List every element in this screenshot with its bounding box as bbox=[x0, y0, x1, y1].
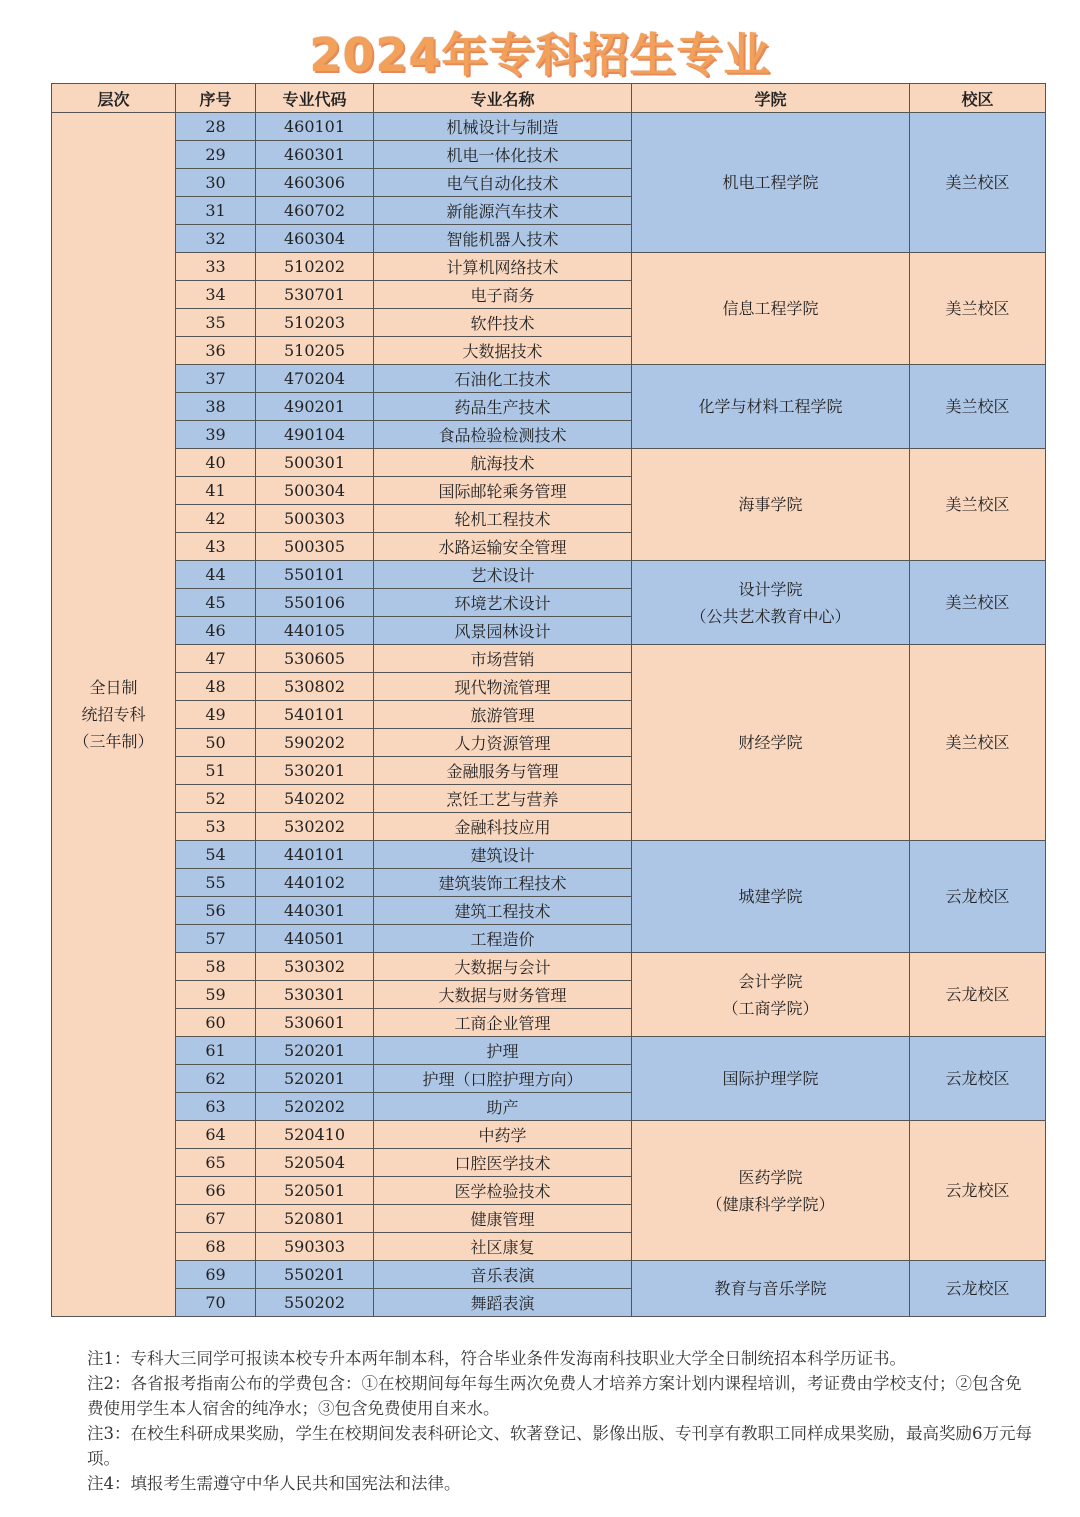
major-code-cell: 550106 bbox=[256, 589, 374, 617]
college-cell bbox=[632, 253, 910, 365]
college-name-line: 医药学院 bbox=[738, 1167, 803, 1187]
major-name-cell: 智能机器人技术 bbox=[374, 225, 632, 253]
major-name-cell: 艺术设计 bbox=[374, 561, 632, 589]
major-name-cell: 轮机工程技术 bbox=[374, 505, 632, 533]
major-name-cell: 机电一体化技术 bbox=[374, 141, 632, 169]
table-row bbox=[52, 645, 1046, 673]
majors-table bbox=[51, 83, 1046, 1317]
row-number-cell: 34 bbox=[176, 281, 256, 309]
campus-cell: 美兰校区 bbox=[910, 449, 1046, 561]
major-code-cell: 500303 bbox=[256, 505, 374, 533]
major-name-cell: 旅游管理 bbox=[374, 701, 632, 729]
major-code-cell: 460101 bbox=[256, 113, 374, 141]
major-code-cell: 530302 bbox=[256, 953, 374, 981]
table-row bbox=[52, 113, 1046, 141]
row-number-cell: 32 bbox=[176, 225, 256, 253]
table-body bbox=[52, 113, 1046, 1317]
major-name-cell: 计算机网络技术 bbox=[374, 253, 632, 281]
major-name-cell: 健康管理 bbox=[374, 1205, 632, 1233]
major-name-cell: 水路运输安全管理 bbox=[374, 533, 632, 561]
campus-cell: 美兰校区 bbox=[910, 561, 1046, 645]
college-cell bbox=[632, 1261, 910, 1317]
header-major: 专业名称 bbox=[374, 84, 632, 113]
college-name-line: 财经学院 bbox=[738, 733, 803, 752]
major-code-cell: 440102 bbox=[256, 869, 374, 897]
row-number-cell: 35 bbox=[176, 309, 256, 337]
page-title: 2024年专科招生专业 bbox=[309, 28, 771, 82]
major-code-cell: 520201 bbox=[256, 1037, 374, 1065]
major-code-cell: 460702 bbox=[256, 197, 374, 225]
college-cell bbox=[632, 645, 910, 841]
row-number-cell: 65 bbox=[176, 1149, 256, 1177]
table-row bbox=[52, 1037, 1046, 1065]
major-name-cell: 人力资源管理 bbox=[374, 729, 632, 757]
major-code-cell: 590202 bbox=[256, 729, 374, 757]
major-name-cell: 音乐表演 bbox=[374, 1261, 632, 1289]
major-code-cell: 440105 bbox=[256, 617, 374, 645]
note-2: 注2：各省报考指南公布的学费包含：①在校期间每年每生两次免费人才培养方案计划内课程培训，考证费由学校支付；②包含免费使用学生本人宿舍的纯净水；③包含免费使用自来水。 bbox=[87, 1374, 1022, 1418]
campus-cell: 云龙校区 bbox=[910, 953, 1046, 1037]
row-number-cell: 29 bbox=[176, 141, 256, 169]
major-code-cell: 540202 bbox=[256, 785, 374, 813]
major-code-cell: 460304 bbox=[256, 225, 374, 253]
major-name-cell: 药品生产技术 bbox=[374, 393, 632, 421]
college-name-line: 设计学院 bbox=[738, 579, 803, 599]
row-number-cell: 54 bbox=[176, 841, 256, 869]
row-number-cell: 56 bbox=[176, 897, 256, 925]
major-name-cell: 金融服务与管理 bbox=[374, 757, 632, 785]
major-name-cell: 助产 bbox=[374, 1093, 632, 1121]
row-number-cell: 59 bbox=[176, 981, 256, 1009]
major-name-cell: 护理 bbox=[374, 1037, 632, 1065]
level-cell bbox=[52, 113, 176, 1317]
table-row bbox=[52, 1261, 1046, 1289]
row-number-cell: 28 bbox=[176, 113, 256, 141]
row-number-cell: 67 bbox=[176, 1205, 256, 1233]
major-name-cell: 大数据与财务管理 bbox=[374, 981, 632, 1009]
row-number-cell: 52 bbox=[176, 785, 256, 813]
major-code-cell: 550202 bbox=[256, 1289, 374, 1317]
header-campus: 校区 bbox=[910, 84, 1046, 113]
header-college: 学院 bbox=[632, 84, 910, 113]
major-code-cell: 510203 bbox=[256, 309, 374, 337]
notes-section bbox=[87, 1346, 1037, 1496]
row-number-cell: 60 bbox=[176, 1009, 256, 1037]
college-cell bbox=[632, 449, 910, 561]
college-name-line: 信息工程学院 bbox=[722, 299, 819, 318]
campus-cell: 云龙校区 bbox=[910, 1121, 1046, 1261]
row-number-cell: 45 bbox=[176, 589, 256, 617]
major-code-cell: 520202 bbox=[256, 1093, 374, 1121]
row-number-cell: 70 bbox=[176, 1289, 256, 1317]
major-name-cell: 中药学 bbox=[374, 1121, 632, 1149]
row-number-cell: 68 bbox=[176, 1233, 256, 1261]
row-number-cell: 58 bbox=[176, 953, 256, 981]
major-code-cell: 440301 bbox=[256, 897, 374, 925]
row-number-cell: 36 bbox=[176, 337, 256, 365]
row-number-cell: 39 bbox=[176, 421, 256, 449]
level-line: 全日制 bbox=[89, 678, 138, 697]
table-row bbox=[52, 1121, 1046, 1149]
major-name-cell: 大数据技术 bbox=[374, 337, 632, 365]
table-row bbox=[52, 365, 1046, 393]
row-number-cell: 48 bbox=[176, 673, 256, 701]
college-name-line: （健康科学学院） bbox=[706, 1194, 835, 1214]
level-line: （三年制） bbox=[73, 732, 154, 751]
major-code-cell: 530201 bbox=[256, 757, 374, 785]
row-number-cell: 49 bbox=[176, 701, 256, 729]
major-name-cell: 软件技术 bbox=[374, 309, 632, 337]
major-name-cell: 现代物流管理 bbox=[374, 673, 632, 701]
major-code-cell: 500305 bbox=[256, 533, 374, 561]
college-name-line: 教育与音乐学院 bbox=[714, 1279, 827, 1298]
row-number-cell: 33 bbox=[176, 253, 256, 281]
major-code-cell: 460301 bbox=[256, 141, 374, 169]
campus-cell: 美兰校区 bbox=[910, 253, 1046, 365]
major-code-cell: 470204 bbox=[256, 365, 374, 393]
row-number-cell: 66 bbox=[176, 1177, 256, 1205]
college-name-line: （工商学院） bbox=[722, 998, 819, 1018]
row-number-cell: 46 bbox=[176, 617, 256, 645]
major-code-cell: 520801 bbox=[256, 1205, 374, 1233]
major-code-cell: 440101 bbox=[256, 841, 374, 869]
table-row bbox=[52, 561, 1046, 589]
major-code-cell: 440501 bbox=[256, 925, 374, 953]
major-code-cell: 520504 bbox=[256, 1149, 374, 1177]
table-row bbox=[52, 449, 1046, 477]
major-name-cell: 国际邮轮乘务管理 bbox=[374, 477, 632, 505]
row-number-cell: 51 bbox=[176, 757, 256, 785]
major-name-cell: 电气自动化技术 bbox=[374, 169, 632, 197]
major-name-cell: 口腔医学技术 bbox=[374, 1149, 632, 1177]
major-code-cell: 500304 bbox=[256, 477, 374, 505]
major-code-cell: 550201 bbox=[256, 1261, 374, 1289]
major-code-cell: 520501 bbox=[256, 1177, 374, 1205]
college-name-line: 会计学院 bbox=[738, 971, 803, 991]
major-name-cell: 护理（口腔护理方向） bbox=[374, 1065, 632, 1093]
major-name-cell: 建筑设计 bbox=[374, 841, 632, 869]
row-number-cell: 50 bbox=[176, 729, 256, 757]
note-1: 注1：专科大三同学可报读本校专升本两年制本科，符合毕业条件发海南科技职业大学全日制统招本科学历证书。 bbox=[87, 1349, 906, 1368]
major-code-cell: 530701 bbox=[256, 281, 374, 309]
campus-cell: 云龙校区 bbox=[910, 1261, 1046, 1317]
header-code: 专业代码 bbox=[256, 84, 374, 113]
college-name-line: 国际护理学院 bbox=[722, 1069, 819, 1088]
major-name-cell: 市场营销 bbox=[374, 645, 632, 673]
row-number-cell: 62 bbox=[176, 1065, 256, 1093]
row-number-cell: 63 bbox=[176, 1093, 256, 1121]
major-name-cell: 医学检验技术 bbox=[374, 1177, 632, 1205]
major-code-cell: 530802 bbox=[256, 673, 374, 701]
row-number-cell: 38 bbox=[176, 393, 256, 421]
row-number-cell: 31 bbox=[176, 197, 256, 225]
major-name-cell: 环境艺术设计 bbox=[374, 589, 632, 617]
row-number-cell: 41 bbox=[176, 477, 256, 505]
major-code-cell: 510202 bbox=[256, 253, 374, 281]
campus-cell: 美兰校区 bbox=[910, 645, 1046, 841]
major-code-cell: 490104 bbox=[256, 421, 374, 449]
college-name-line: 机电工程学院 bbox=[722, 173, 819, 192]
college-cell bbox=[632, 113, 910, 253]
major-code-cell: 550101 bbox=[256, 561, 374, 589]
college-cell bbox=[632, 365, 910, 449]
college-cell bbox=[632, 1037, 910, 1121]
level-line: 统招专科 bbox=[81, 705, 146, 724]
college-name-line: 海事学院 bbox=[738, 495, 803, 514]
note-4: 注4：填报考生需遵守中华人民共和国宪法和法律。 bbox=[87, 1474, 461, 1493]
major-name-cell: 社区康复 bbox=[374, 1233, 632, 1261]
major-name-cell: 舞蹈表演 bbox=[374, 1289, 632, 1317]
row-number-cell: 44 bbox=[176, 561, 256, 589]
table-header-row bbox=[52, 84, 1046, 113]
major-code-cell: 590303 bbox=[256, 1233, 374, 1261]
major-code-cell: 530601 bbox=[256, 1009, 374, 1037]
college-cell bbox=[632, 953, 910, 1037]
major-name-cell: 风景园林设计 bbox=[374, 617, 632, 645]
major-code-cell: 540101 bbox=[256, 701, 374, 729]
major-code-cell: 500301 bbox=[256, 449, 374, 477]
major-name-cell: 电子商务 bbox=[374, 281, 632, 309]
row-number-cell: 64 bbox=[176, 1121, 256, 1149]
college-name-line: （公共艺术教育中心） bbox=[690, 606, 851, 626]
note-3: 注3：在校生科研成果奖励，学生在校期间发表科研论文、软著登记、影像出版、专刊享有教职工同样成果奖励，最高奖励6万元每项。 bbox=[87, 1424, 1032, 1468]
major-code-cell: 520201 bbox=[256, 1065, 374, 1093]
major-name-cell: 烹饪工艺与营养 bbox=[374, 785, 632, 813]
major-name-cell: 金融科技应用 bbox=[374, 813, 632, 841]
major-name-cell: 工程造价 bbox=[374, 925, 632, 953]
major-code-cell: 530605 bbox=[256, 645, 374, 673]
college-name-line: 化学与材料工程学院 bbox=[698, 397, 843, 416]
major-name-cell: 航海技术 bbox=[374, 449, 632, 477]
campus-cell: 云龙校区 bbox=[910, 1037, 1046, 1121]
major-name-cell: 建筑工程技术 bbox=[374, 897, 632, 925]
major-name-cell: 大数据与会计 bbox=[374, 953, 632, 981]
row-number-cell: 43 bbox=[176, 533, 256, 561]
campus-cell: 美兰校区 bbox=[910, 365, 1046, 449]
college-cell bbox=[632, 841, 910, 953]
row-number-cell: 30 bbox=[176, 169, 256, 197]
college-name-line: 城建学院 bbox=[738, 887, 803, 906]
major-name-cell: 建筑装饰工程技术 bbox=[374, 869, 632, 897]
major-code-cell: 460306 bbox=[256, 169, 374, 197]
row-number-cell: 47 bbox=[176, 645, 256, 673]
college-cell bbox=[632, 561, 910, 645]
row-number-cell: 40 bbox=[176, 449, 256, 477]
major-code-cell: 520410 bbox=[256, 1121, 374, 1149]
major-code-cell: 490201 bbox=[256, 393, 374, 421]
major-name-cell: 工商企业管理 bbox=[374, 1009, 632, 1037]
row-number-cell: 37 bbox=[176, 365, 256, 393]
header-level: 层次 bbox=[52, 84, 176, 113]
table-row bbox=[52, 953, 1046, 981]
major-code-cell: 530301 bbox=[256, 981, 374, 1009]
major-name-cell: 机械设计与制造 bbox=[374, 113, 632, 141]
college-cell bbox=[632, 1121, 910, 1261]
major-code-cell: 510205 bbox=[256, 337, 374, 365]
row-number-cell: 57 bbox=[176, 925, 256, 953]
campus-cell: 美兰校区 bbox=[910, 113, 1046, 253]
table-row bbox=[52, 841, 1046, 869]
major-name-cell: 新能源汽车技术 bbox=[374, 197, 632, 225]
campus-cell: 云龙校区 bbox=[910, 841, 1046, 953]
row-number-cell: 42 bbox=[176, 505, 256, 533]
row-number-cell: 55 bbox=[176, 869, 256, 897]
table-row bbox=[52, 253, 1046, 281]
header-no: 序号 bbox=[176, 84, 256, 113]
major-name-cell: 食品检验检测技术 bbox=[374, 421, 632, 449]
row-number-cell: 53 bbox=[176, 813, 256, 841]
major-code-cell: 530202 bbox=[256, 813, 374, 841]
major-name-cell: 石油化工技术 bbox=[374, 365, 632, 393]
row-number-cell: 69 bbox=[176, 1261, 256, 1289]
row-number-cell: 61 bbox=[176, 1037, 256, 1065]
